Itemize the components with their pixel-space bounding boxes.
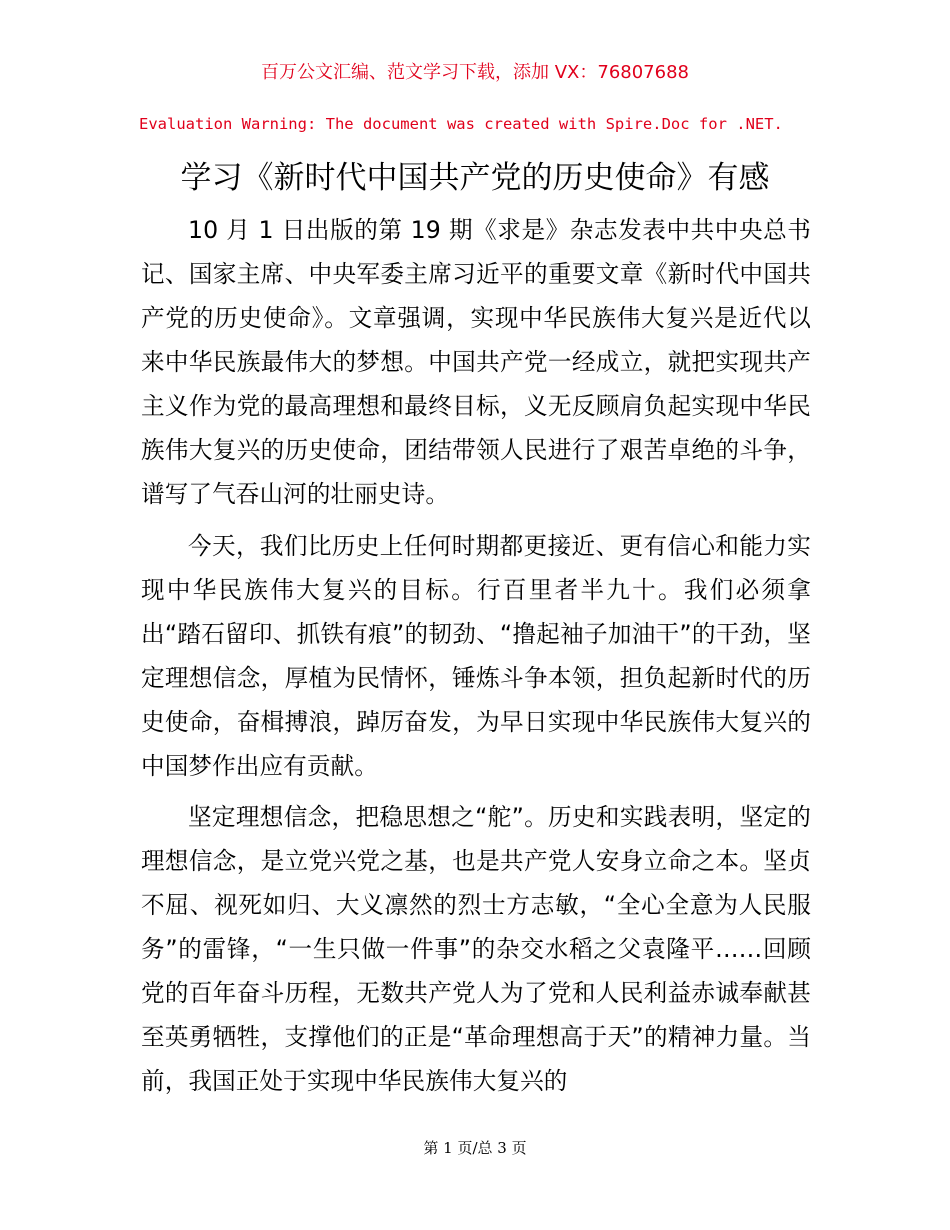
paragraph-1: 10 月 1 日出版的第 19 期《求是》杂志发表中共中央总书记、国家主席、中央军委主席习近平的重要文章《新时代中国共产党的历史使命》。文章强调，实现中华民族伟大复兴是近代以来中华民族最伟大的梦想。中国共产党一经成立，就把实现共产主义作为党的最高理想和最终目标，义无反顾肩负起实现中华民族伟大复兴的历史使命，团结带领人民进行了艰苦卓绝的斗争，谱写了气吞山河的壮丽史诗。 — [141, 216, 811, 508]
paragraph-2: 今天，我们比历史上任何时期都更接近、更有信心和能力实现中华民族伟大复兴的目标。行百里者半九十。我们必须拿出“踏石留印、抓铁有痕”的韧劲、“撸起袖子加油干”的干劲，坚定理想信念，厚植为民情怀，锤炼斗争本领，担负起新时代的历史使命，奋楫搏浪，踔厉奋发，为早日实现中华民族伟大复兴的中国梦作出应有贡献。 — [141, 531, 811, 780]
page-indicator: 第 1 页/总 3 页 — [423, 1139, 527, 1157]
document-title: 学习《新时代中国共产党的历史使命》有感 — [180, 160, 770, 196]
paragraph-3: 坚定理想信念，把稳思想之“舵”。历史和实践表明，坚定的理想信念，是立党兴党之基，也是共产党人安身立命之本。坚贞不屈、视死如归、大义凛然的烈士方志敏，“全心全意为人民服务”的雷锋，“一生只做一件事”的杂交水稻之父袁隆平……回顾党的百年奋斗历程，无数共产党人为了党和人民利益赤诚奉献甚至英勇牺牲，支撑他们的正是“革命理想高于天”的精神力量。当前，我国正处于实现中华民族伟大复兴的 — [141, 803, 811, 1095]
document-body — [141, 208, 811, 1111]
promo-header: 百万公文汇编、范文学习下载，添加 VX：76807688 — [261, 62, 689, 83]
evaluation-warning: Evaluation Warning: The document was created with Spire.Doc for .NET. — [139, 115, 783, 133]
